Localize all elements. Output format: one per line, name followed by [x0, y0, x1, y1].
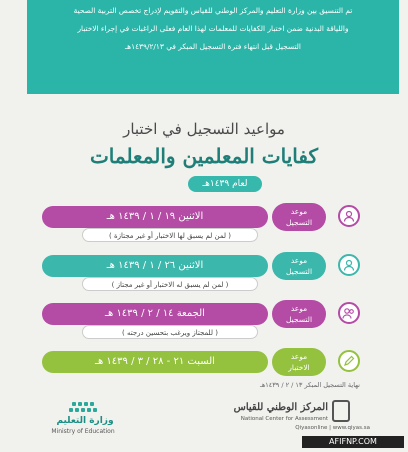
ministry-name-en: Ministry of Education [51, 428, 115, 435]
schedule-row-2 [0, 252, 408, 296]
row-3-date: الجمعة ١٤ / ٢ / ١٤٣٩ هـ [42, 303, 268, 325]
notice-line-3: التسجيل قبل انتهاء فترة التسجيل المبكر في ١٤٣٩/٢/١٣هـ [125, 42, 301, 51]
row-4-date: السبت ٢١ - ٢٨ / ٣ / ١٤٣٩ هـ [42, 351, 268, 373]
pencil-icon [338, 350, 360, 372]
row-1-note: ( لمن لم يسبق لها الاختبار أو غير مجتازة ) [82, 228, 258, 242]
year-badge: لعام ١٤٣٩هـ [188, 176, 262, 192]
schedule-row-3 [0, 300, 408, 344]
ncaa-name-en: National Center for Assessment [240, 416, 328, 422]
male-user-icon [338, 254, 360, 276]
page-subtitle: مواعيد التسجيل في اختبار [123, 120, 285, 138]
early-registration-note: نهاية التسجيل المبكر ١٣ / ٢ / ١٤٣٩هـ [259, 381, 360, 389]
ncaa-social: Qiyasonline | www.qiyas.sa [295, 425, 370, 431]
ncaa-emblem [332, 400, 350, 422]
row-3-label: موعد التسجيل [272, 300, 326, 328]
female-user-icon [338, 205, 360, 227]
notice-line-2: واللياقة البدنية ضمن اختبار الكفايات للمعلمات لهذا العام فعلى الراغبات في إجراء الاختبار [77, 24, 349, 33]
page-title: كفايات المعلمين والمعلمات [89, 144, 319, 168]
row-1-date: الاثنين ١٩ / ١ / ١٤٣٩ هـ [42, 206, 268, 228]
notice-banner [27, 0, 399, 94]
row-2-note: ( لمن لم يسبق له الاختبار أو غير مجتاز ) [82, 277, 258, 291]
site-watermark: AFIFNP.COM [302, 436, 404, 448]
schedule-row-1 [0, 203, 408, 247]
row-2-label: موعد التسجيل [272, 252, 326, 280]
schedule-row-4 [0, 348, 408, 380]
row-3-note: ( للمجتاز ويرغب بتحسين درجته ) [82, 325, 258, 339]
row-1-label: موعد التسجيل [272, 203, 326, 231]
ncaa-name: المركز الوطني للقياس [233, 402, 328, 413]
row-4-label: موعد الاختبار [272, 348, 326, 376]
notice-line-1: تم التنسيق بين وزارة التعليم والمركز الوطني للقياس والتقويم لإدراج تخصص التربية الصحية [73, 6, 353, 15]
users-icon [338, 302, 360, 324]
ministry-name: وزارة التعليم [56, 416, 114, 426]
row-2-date: الاثنين ٢٦ / ١ / ١٤٣٩ هـ [42, 255, 268, 277]
